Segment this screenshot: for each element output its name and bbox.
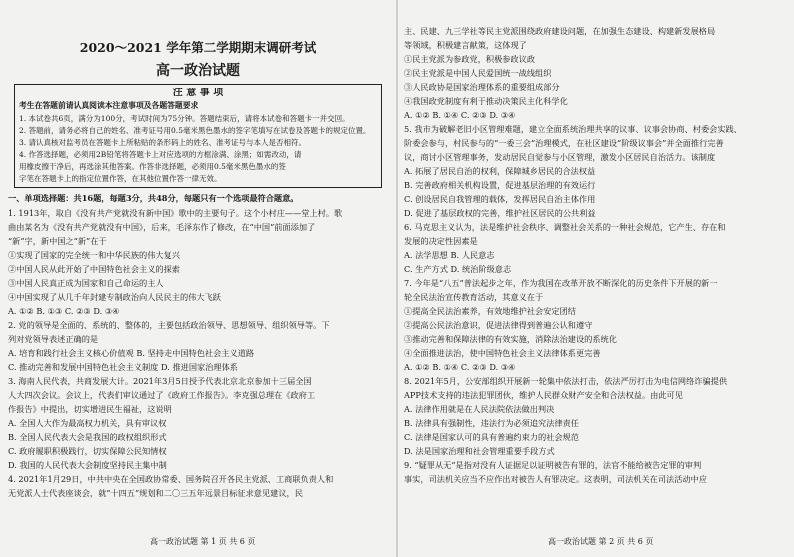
exam-page-1 [0, 0, 396, 557]
question-line: 主、民建、九三学社等民主党派围绕政府建设问题，在加强生态建设、构建新发展格局 [404, 26, 716, 36]
question-line: 2. 党的领导是全面的、系统的、整体的，主要包括政治领导、思想领导、组织领导等。下 [8, 320, 330, 330]
question-line: C. 创设居民自我管理的载体，发挥居民自治主体作用 [404, 194, 596, 204]
question-line: C. 政府履职积极践行，切实保障公民知情权 [8, 446, 167, 456]
question-line: C. 法律是国家认可的具有普遍约束力的社会规范 [404, 432, 579, 442]
question-line: 作报告》中提出，切实增进民生福祉，这说明 [8, 404, 172, 414]
exam-subtitle: 高一政治试题 [156, 63, 240, 79]
notice-heading: 注 意 事 项 [172, 88, 224, 98]
question-line: 1. 1913年，取自《没有共产党就没有新中国》歌中的主要句子。这个小村庄——堂上村。歌 [8, 208, 343, 218]
section-heading: 一、单项选择题：共16题，每题3分，共48分，每题只有一个选项最符合题意。 [8, 193, 299, 203]
question-line: 发展的决定性因素是 [404, 236, 478, 246]
notice-item: 用橡皮擦干净后，再选涂其他答案。作答非选择题，必须用0.5毫米黑色墨水的签 [19, 162, 286, 171]
question-line: 等领域，积极建言献策，这体现了 [404, 40, 527, 50]
question-line: ②中国人民从此开始了中国特色社会主义的探索 [8, 264, 180, 274]
question-line: A. 法律作用就是在人民法院依法做出判决 [404, 404, 555, 414]
exam-title: 2020～2021 学年第二学期期末调研考试 [79, 40, 317, 55]
notice-item: 1. 本试卷共6页，满分为100分，考试时间为75分钟。答题结束后，请将本试卷和答题卡一并交回。 [19, 114, 350, 123]
question-line: 8. 2021年5月，公安部组织开展新一轮集中依法打击，依法严厉打击为电信网络诈骗提供 [404, 376, 728, 386]
question-line: ①提高全民法治素养，有效地维护社会安定团结 [404, 306, 576, 316]
notice-intro: 考生在答题前请认真阅读本注意事项及各题答题要求 [19, 101, 199, 110]
question-line: ③推动完善和保障法律的有效实施，消除法治建设的系统化 [404, 334, 617, 344]
question-line: ③中国人民真正成为国家和自己命运的主人 [8, 278, 164, 288]
question-line: 曲由某名为《没有共产党就没有中国》，后来，毛泽东作了修改，在“中国”前面添加了 [8, 222, 316, 232]
question-line: A. 法学思想 B. 人民意志 [404, 250, 495, 260]
question-line: B. 法律具有强制性，违法行为必须追究法律责任 [404, 418, 579, 428]
question-line: 9. “疑罪从无”是指对没有人证据足以证明被告有罪的，法官不能给被告定罪的审判 [404, 460, 702, 470]
notice-item: 3. 请认真核对监考员在答题卡上所粘贴的条形码上的姓名、准考证号与本人是否相符。 [19, 138, 307, 147]
notice-item: 4. 作答选择题，必须用2B铅笔将答题卡上对应选项的方框涂满、涂黑；如需改动，请 [19, 150, 302, 159]
question-line: B. 全国人民代表大会是我国的政权组织形式 [8, 432, 167, 442]
question-line: A. 培育和践行社会主义核心价值观 B. 坚持走中国特色社会主义道路 [8, 348, 255, 358]
question-line: A. ①② B. ①④ C. ②③ D. ③④ [404, 362, 516, 372]
question-line: 事实，司法机关应当不应作出对被告人有罪决定。这表明，司法机关在司法活动中应 [404, 474, 707, 484]
question-line: 阶委会参与，村民参与的“一委三会”治理模式，在社区建设“阶级议事会”并全面推行完善 [404, 138, 724, 148]
question-line: 3. 海南人民代表，共商发展大计。2021年3月5日授予代表北京北京参加十三届全国 [8, 376, 312, 386]
question-line: D. 我国的人民代表大会制度坚持民主集中制 [8, 460, 167, 470]
question-line: C. 推动完善和发展中国特色社会主义制度 D. 推进国家治理体系 [8, 362, 238, 372]
question-line: APP技术支持的违法犯罪团伙，维护人民群众财产安全和合法权益。由此可见 [404, 390, 683, 400]
question-line: ②提高公民法治意识，促进法律得到普遍公认和遵守 [404, 320, 593, 330]
question-line: ④中国实现了从几千年封建专制政治向人民民主的伟大飞跃 [8, 292, 221, 302]
question-line: 无党派人士代表座谈会，就“十四五”规划和二〇三五年远景目标征求意见建议，民 [8, 488, 303, 498]
question-line: A. ①② B. ①③ C. ②③ D. ③④ [8, 306, 120, 316]
notice-box [14, 84, 382, 188]
question-line: ③人民政协是国家治理体系的重要组成部分 [404, 82, 560, 92]
question-line: ①民主党派为参政党，积极参政议政 [404, 54, 536, 64]
page-footer: 高一政治试题 第 1 页 共 6 页 [150, 537, 256, 546]
question-line: D. 促进了基层政权的完善，维护社区居民的公共利益 [404, 208, 596, 218]
exam-page-2 [398, 0, 794, 557]
question-line: 6. 马克思主义认为，法是维护社会秩序、调整社会关系的一种社会规范，它产生、存在和 [404, 222, 726, 232]
question-line: A. ①② B. ①④ C. ②③ D. ③④ [404, 110, 516, 120]
question-line: D. 法是国家治理和社会管理重要手段方式 [404, 446, 555, 456]
question-line: 7. 今年是“八五”普法起步之年，作为我国在改革开放不断深化的历史条件下开展的新一 [404, 278, 718, 288]
question-line: ④我国政党制度有利于推动决策民主化科学化 [404, 96, 568, 106]
question-line: “新”字，新中国之“新”在于 [8, 236, 107, 246]
notice-item: 字笔在答题卡上的指定位置作答，在其他位置作答一律无效。 [19, 174, 222, 183]
question-line: 4. 2021年1月29日，中共中央在全国政协常委、国务院召开各民主党派、工商联负责人和 [8, 474, 334, 484]
page-footer: 高一政治试题 第 2 页 共 6 页 [548, 537, 654, 546]
question-line: 列对党领导表述正确的是 [8, 334, 99, 344]
question-line: A. 全国人大作为最高权力机关，具有审议权 [8, 418, 167, 428]
question-line: B. 完善政府相关机构设置，促进基层治理的有效运行 [404, 180, 596, 190]
question-line: 人大四次会议。会议上，代表们审议通过了《政府工作报告》。李克强总理在《政府工 [8, 390, 316, 400]
question-line: 轮全民法治宣传教育活动，其意义在于 [404, 292, 544, 302]
question-line: 5. 我市为破解老旧小区管理难题，建立全面系统治理共享的议事、议事会协商、村委会实践、 [404, 124, 742, 134]
question-line: ④全面推进法治，使中国特色社会主义法律体系更完善 [404, 348, 601, 358]
question-line: C. 生产方式 D. 统治阶级意志 [404, 264, 512, 274]
question-line: ②民主党派是中国人民爱国统一战线组织 [404, 68, 552, 78]
question-line: ①实现了国家的完全统一和中华民族的伟大复兴 [8, 250, 180, 260]
question-line: 议，商讨小区管理事务，发动居民自觉参与小区管理，激发小区居民自治活力。该制度 [404, 152, 716, 162]
question-line: A. 拓展了居民自治的权利，保障城乡居民的合法权益 [404, 166, 596, 176]
notice-item: 2. 答题前，请务必将自己的姓名、准考证号用0.5毫米黑色墨水的签字笔填写在试卷及答题卡的规定位置。 [19, 126, 371, 135]
